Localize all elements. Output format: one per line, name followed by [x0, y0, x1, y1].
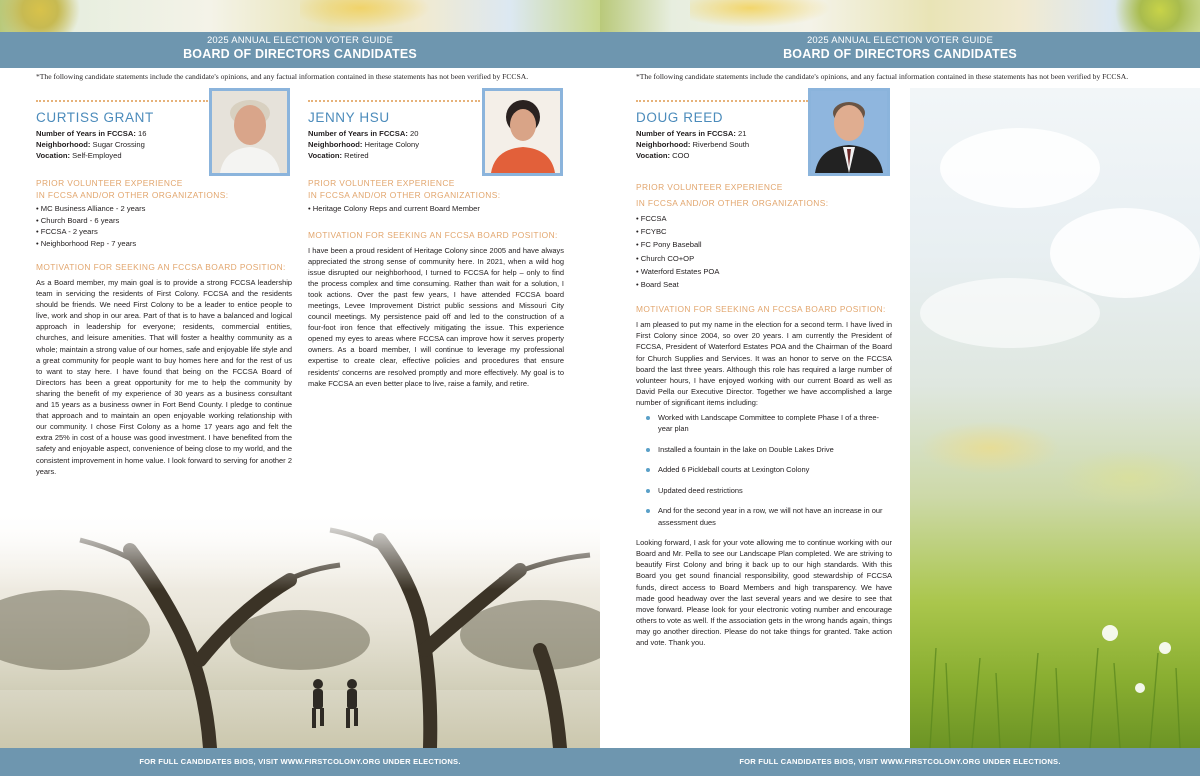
candidate-name: JENNY HSU: [308, 110, 390, 125]
grass-icon: [910, 88, 1200, 748]
vocation-label: Vocation:: [36, 151, 71, 160]
neighborhood-value: Sugar Crossing: [92, 140, 145, 149]
list-item: And for the second year in a row, we will not have an increase in our assessment dues: [636, 505, 892, 527]
years-label: Number of Years in FCCSA:: [308, 129, 408, 138]
header-title: BOARD OF DIRECTORS CANDIDATES: [783, 47, 1017, 61]
meadow-photo: [910, 88, 1200, 748]
candidate-statement: I have been a proud resident of Heritage Colony since 2005 and have always appreciated the strong sense of community here. In 2021, when a wild hog issue disrupted our neighborhood, I turned to FCCSA for help – only to find the process complex and time consuming. Rather than wait for a solution, I took actions. Over the past few years, I have attended FCCSA board meetings, Levee Improvement District public sessions and Missouri City council meetings. My persistence paid off and led to the construction of a four-foot iron fence that effectively mitigating the issue. This experience opened my eyes to areas where FCCSA can improve how it serves property owners. As a board member, I will continue to leverage my professional expertise to create clear, effective policies and procedures that ensure residents' concerns are resolved promptly and more effectively. My goal is to make FCCSA an even better place to live, raise a family, and retire.: [308, 245, 564, 388]
years-value: 16: [138, 129, 147, 138]
page-footer: FOR FULL CANDIDATES BIOS, VISIT WWW.FIRSTCOLONY.ORG UNDER ELECTIONS.: [0, 748, 600, 776]
neighborhood-label: Neighborhood:: [308, 140, 363, 149]
years-value: 20: [410, 129, 419, 138]
list-item: • Neighborhood Rep - 7 years: [36, 238, 137, 248]
header-kicker: 2025 ANNUAL ELECTION VOTER GUIDE: [206, 35, 394, 46]
list-item: • FCYBC: [636, 227, 667, 237]
vocation-value: Self-Employed: [72, 151, 122, 160]
vocation-value: COO: [672, 151, 690, 160]
motivation-heading: MOTIVATION FOR SEEKING AN FCCSA BOARD POSITION:: [308, 229, 558, 240]
vocation-label: Vocation:: [636, 151, 671, 160]
list-item: • FCCSA - 2 years: [36, 227, 98, 236]
portrait-icon: [212, 91, 287, 173]
list-item: • Church CO+OP: [636, 253, 695, 263]
list-item: • FC Pony Baseball: [636, 240, 702, 250]
volunteer-heading-1: PRIOR VOLUNTEER EXPERIENCE: [308, 178, 455, 188]
portrait-icon: [811, 91, 887, 173]
accomplishment-list: [636, 412, 892, 528]
years-value: 21: [738, 129, 747, 138]
disclaimer: *The following candidate statements include the candidate's opinions, and any factual information contained in these statements has not been verified by FCCSA.: [636, 72, 1129, 81]
volunteer-heading-2: IN FCCSA AND/OR OTHER ORGANIZATIONS:: [636, 198, 829, 208]
volunteer-heading-2: IN FCCSA AND/OR OTHER ORGANIZATIONS:: [36, 190, 229, 200]
candidate-photo: [808, 88, 890, 176]
volunteer-heading-1: PRIOR VOLUNTEER EXPERIENCE: [636, 182, 783, 192]
page-footer: FOR FULL CANDIDATES BIOS, VISIT WWW.FIRSTCOLONY.ORG UNDER ELECTIONS.: [600, 748, 1200, 776]
volunteer-heading-1: PRIOR VOLUNTEER EXPERIENCE: [36, 178, 183, 188]
park-photo: [0, 510, 600, 748]
candidate-name: CURTISS GRANT: [36, 110, 154, 125]
neighborhood-label: Neighborhood:: [636, 140, 691, 149]
header-kicker: 2025 ANNUAL ELECTION VOTER GUIDE: [806, 35, 994, 46]
list-item: Worked with Landscape Committee to complete Phase I of a three-year plan: [636, 412, 892, 434]
experience-list: [636, 212, 892, 291]
list-item: • Board Seat: [636, 280, 679, 290]
neighborhood-value: Heritage Colony: [364, 140, 419, 149]
volunteer-heading-2: IN FCCSA AND/OR OTHER ORGANIZATIONS:: [308, 190, 501, 200]
candidate-statement: I am pleased to put my name in the election for a second term. I have lived in First Colony since 2004, so over 20 years. I am currently the President of FCCSA, President of Waterford Estates POA and the Chairman of the Board for Church Supplies and Services. It was an honor to serve on the FCCSA board the last three years. Although this role has required a large number of volunteer hours, I have enjoyed working with our current Board as well as David Pella our Executive Director. Together we have accomplished a large number of significant items including:: [636, 320, 892, 407]
right-page: [600, 0, 1200, 776]
experience-list: [36, 203, 292, 249]
list-item: • Church Board - 6 years: [36, 215, 120, 225]
list-item: Installed a fountain in the lake on Double Lakes Drive: [636, 444, 892, 455]
candidate-name: DOUG REED: [636, 110, 724, 125]
list-item: Updated deed restrictions: [636, 485, 892, 496]
candidate-doug-reed: [636, 100, 892, 648]
vocation-value: Retired: [344, 151, 369, 160]
portrait-icon: [485, 91, 560, 173]
vocation-label: Vocation:: [308, 151, 343, 160]
candidate-closing: Looking forward, I ask for your vote allowing me to continue working with our Board and Mr. Pella to see our Landscape Plan completed. We are striving to beautify First Colony and bring it back up to our high standards. With this Board you get sound financial responsibility, good stewardship of FCCSA funds, direct access to Board Members and high transparency. We have made good headway over the last several years and we desire to see that move forward. Please look for your electronic voting number and encourage others to vote as well. If the association gets in the wrong hands again, things may go another direction. Please do not take things for granted. Take action and vote. Thank you.: [636, 538, 892, 647]
candidate-photo: [482, 88, 563, 176]
list-item: • FCCSA: [636, 214, 667, 223]
dotted-divider: [36, 100, 208, 102]
years-label: Number of Years in FCCSA:: [636, 129, 736, 138]
list-item: • Heritage Colony Reps and current Board Member: [308, 204, 480, 213]
dotted-divider: [636, 100, 808, 102]
page-header: [0, 32, 600, 68]
top-decorative-band: [0, 0, 600, 32]
list-item: • MC Business Alliance - 2 years: [36, 204, 146, 213]
neighborhood-value: Riverbend South: [692, 140, 750, 149]
years-label: Number of Years in FCCSA:: [36, 129, 136, 138]
experience-list: [308, 203, 564, 215]
list-item: • Waterford Estates POA: [636, 266, 720, 276]
top-decorative-band: [600, 0, 1200, 32]
disclaimer: *The following candidate statements include the candidate's opinions, and any factual information contained in these statements has not been verified by FCCSA.: [36, 72, 529, 81]
header-title: BOARD OF DIRECTORS CANDIDATES: [183, 47, 417, 61]
list-item: Added 6 Pickleball courts at Lexington Colony: [636, 464, 892, 475]
page-header: [600, 32, 1200, 68]
dotted-divider: [308, 100, 480, 102]
motivation-heading: MOTIVATION FOR SEEKING AN FCCSA BOARD POSITION:: [636, 304, 886, 315]
neighborhood-label: Neighborhood:: [36, 140, 91, 149]
candidate-statement: As a Board member, my main goal is to provide a strong FCCSA leadership team in servicing the residents of First Colony. FCCSA and the residents should be friends. We need First Colony to be a leader to entice people to live, work and shop in our area. Part of that is to have a balanced and logical approach in leadership for everyone; residents, commercial entities, churches, and leisure amenities. That will foster a healthy community as a whole; maintain a strong value of our homes, safe and enjoyable life style and a great community for people want to buy homes here and for the rest of us to want to stay here. I have found that being on the FCCSA Board of Directors has been a great opportunity for me to help the community by sharing the benefit of my experience of 30 years as a business consultant and 15 years as a business owner in Fort Bend County. I pledge to continue that approach and to maintain an open enjoyable working relationship with our community. I chose First Colony as a home 17 years ago and felt the extra 25% in cost of a house was good investment. I have benefited from the safety and enjoyable aspect, convenience of being close to my world, and the consistent improvement in home value. I look forward to serving for another 2 years.: [36, 278, 292, 476]
candidate-photo: [209, 88, 290, 176]
motivation-heading: MOTIVATION FOR SEEKING AN FCCSA BOARD POSITION:: [36, 262, 286, 272]
